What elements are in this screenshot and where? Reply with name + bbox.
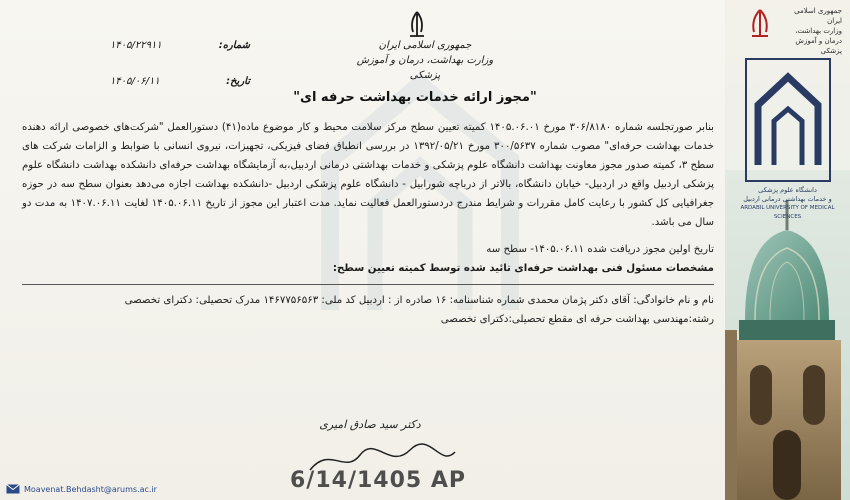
header-ministry-line-2: وزارت بهداشت، درمان و آموزش پزشکی — [356, 55, 494, 81]
technical-manager-heading: مشخصات مسئول فنی بهداشت حرفه‌ای تائید شده توسط کمیته تعیین سطح: — [332, 263, 714, 274]
letter-date-label: تاریخ: — [226, 76, 250, 87]
technical-manager-details: نام و نام خانوادگی: آقای دکتر پژمان محمدی شماره شناسنامه: ۱۶ صادره از : اردبیل کد ملی: ۱۴۶۷۷۵۶۵۶۳ مدرک تحصیلی: دکترای تخصصی — [124, 295, 714, 306]
university-logo-icon — [740, 55, 836, 185]
header-ministry-line-1: جمهوری اسلامی ایران — [378, 40, 472, 51]
university-name-en: ARDABIL UNIVERSITY OF MEDICAL SCIENCES — [740, 205, 835, 220]
header-ministry-name — [340, 38, 510, 83]
iran-emblem-icon — [740, 6, 780, 42]
divider — [22, 284, 714, 285]
letter-date — [110, 76, 250, 87]
technical-manager-field: رشته:مهندسی بهداشت حرفه ای مقطع تحصیلی:دکترای تخصصی — [440, 314, 714, 325]
main-paragraph: بنابر صورتجلسه شماره ۳۰۶/۸۱۸۰ مورخ ۱۴۰۵.۰۶.۰۱ کمیته تعیین سطح مرکز سلامت محیط و کار موضوع ماده(۴۱) دستورالعمل "شرکت‌های خصوصی ارائه دهنده خدمات بهداشت حرفه‌ای" مصوب شماره ۳۰۰/۵۶۳۷ مورخ ۱۳۹۲/۰۵/۲۱ در بررسی انطباق فضای فیزیکی، تجهیزات، نیروی انسانی با ضوابط و الزامات شرکت های سطح ۳، کمیته صدور مجوز معاونت بهداشت دانشگاه علوم پزشکی و خدمات بهداشتی درمانی اردبیل،به آزمایشگاه بهداشت حرفه‌ای دانشکده بهداشت دانشگاه علوم پزشکی اردبیل واقع در اردبیل- خیابان دانشگاه، بالاتر از درباچه شورابیل - دانشگاه علوم پزشکی اردبیل -دانشکده بهداشت اجازه می‌دهد بعنوان سطح سه در حوزه جغرافیایی کل کشور با رعایت کامل مقررات و شرایط مندرج دردستورالعمل فعالیت نماید. مدت اعتبار این مجوز از تاریخ ۱۴۰۵.۰۶.۱۱ لغایت ۱۴۰۷.۰۶.۱۱ به مدت دو سال می باشد. — [22, 122, 714, 228]
document-title: "مجوز ارائه خدمات بهداشت حرفه ای" — [293, 90, 537, 105]
document-body — [22, 118, 714, 329]
mail-icon — [6, 484, 20, 494]
letter-number-label: شماره: — [218, 40, 250, 51]
footer-email[interactable] — [6, 484, 157, 494]
university-name-line-1: دانشگاه علوم پزشکی — [758, 186, 817, 194]
iran-emblem-icon — [403, 10, 431, 40]
side-ministry-line-2: وزارت بهداشت، درمان و آموزش پزشکی — [795, 27, 842, 55]
side-ministry-name — [780, 6, 842, 56]
side-ministry-line-1: جمهوری اسلامی ایران — [794, 7, 842, 25]
letter-number — [110, 40, 250, 51]
letter-date-value: ۱۴۰۵/۰۶/۱۱ — [110, 76, 160, 87]
date-stamp: 6/14/1405 AP — [290, 468, 467, 493]
university-name — [735, 186, 840, 222]
first-license-line: تاریخ اولین مجوز دریافت شده ۱۴۰۵.۰۶.۱۱- سطح سه — [486, 244, 714, 255]
letter-number-value: ۱۴۰۵/۲۲۹۱۱ — [110, 40, 162, 51]
university-name-line-2: و خدمات بهداشتی درمانی اردبیل — [743, 195, 832, 203]
footer-email-text: Moavenat.Behdasht@arums.ac.ir — [24, 484, 157, 494]
signatory-name: دکتر سید صادق امیری — [319, 418, 421, 431]
